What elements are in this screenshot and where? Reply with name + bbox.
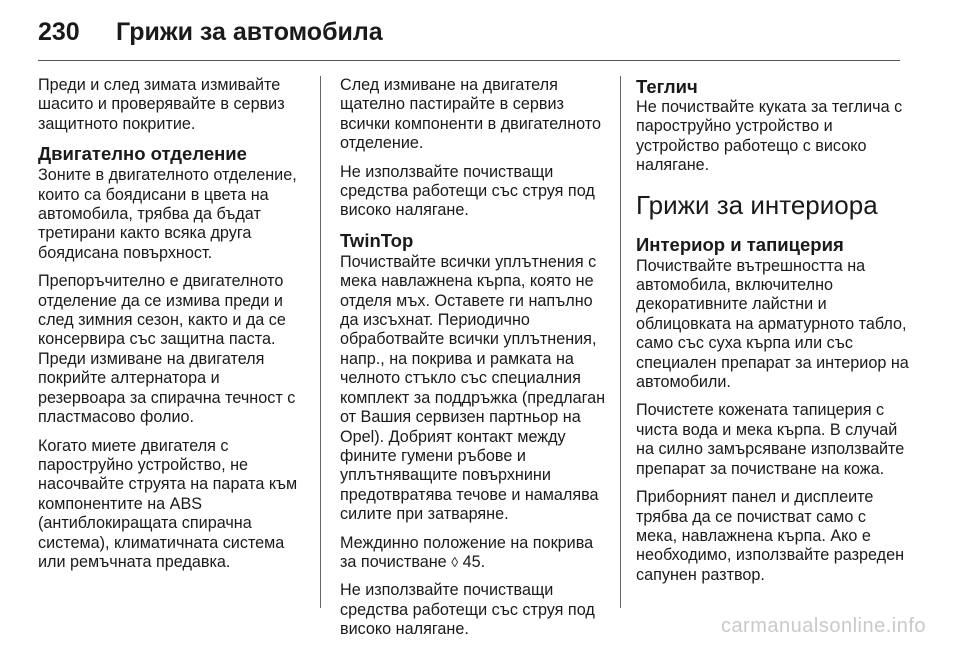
upholstery-paragraph-2: Почистете кожената тапицерия с чиста вода и мека кърпа. В случай на силно замърсяване използвайте препарат за почистване на кожа. bbox=[636, 401, 905, 478]
column-divider-1 bbox=[320, 76, 321, 608]
engine-paragraph-2: Препоръчително е двигателното отделение да се измива преди и след зимния сезон, както и да се консервира със защитна паста. Преди измиване на двигателя покрийте алтернатора и резервоара за спирачна течност с пластмасово фолио. bbox=[38, 272, 296, 427]
upholstery-paragraph-1: Почиствайте вътрешността на автомобила, включително декоративните лайстни и облицовката на арматурното табло, само със суха кърпа или със специален препарат за интериор на автомобили. bbox=[636, 256, 909, 392]
section-heading-twintop: TwinTop bbox=[340, 229, 414, 251]
twintop-paragraph-3: Не използвайте почистващи средства работещи със струя под високо налягане. bbox=[340, 581, 595, 639]
engine-paragraph-5: Не използвайте почистващи средства работещи със струя под високо налягане. bbox=[340, 162, 595, 220]
column-left bbox=[38, 76, 310, 581]
section-heading-interior-care: Грижи за интериора bbox=[636, 189, 878, 220]
intro-paragraph: Преди и след зимата измивайте шасито и проверявайте в сервиз защитното покритие. bbox=[38, 76, 285, 133]
section-heading-hitch: Теглич bbox=[636, 76, 698, 97]
watermark: carmanualsonline.info bbox=[720, 615, 926, 637]
engine-paragraph-1: Зоните в двигателното отделение, които са боядисани в цвета на автомобила, трябва да бъдат третирани както всяка друга боядисана повърхност. bbox=[38, 166, 297, 262]
upholstery-paragraph-3: Приборният панел и дисплеите трябва да се почистват само с мека, навлажнена кърпа. Ако е необходимо, използвайте разреден сапунен разтвор. bbox=[636, 488, 905, 584]
engine-paragraph-3: Когато миете двигателя с пароструйно устройство, не насочвайте струята на парата към компонентите на ABS (антиблокиращата спирачна система), климатичната система или ремъчната предавка. bbox=[38, 436, 298, 571]
column-middle bbox=[340, 76, 610, 649]
page-header bbox=[38, 18, 383, 47]
twintop-ref-text: Междинно положение на покрива за почистване bbox=[340, 533, 594, 571]
page-number: 230 bbox=[38, 18, 80, 46]
page-reference-link[interactable]: 45. bbox=[462, 552, 486, 571]
hitch-paragraph: Не почиствайте куката за теглича с пароструйно устройство и устройство работещо с високо налягане. bbox=[636, 98, 903, 175]
page-title: Грижи за автомобила bbox=[116, 18, 383, 46]
column-divider-2 bbox=[620, 76, 621, 608]
twintop-paragraph-2 bbox=[340, 534, 610, 573]
header-divider bbox=[38, 60, 900, 61]
section-heading-upholstery: Интериор и тапицерия bbox=[636, 233, 844, 255]
section-heading-engine: Двигателно отделение bbox=[38, 143, 247, 165]
page-reference-icon: ◊ bbox=[451, 553, 459, 570]
twintop-paragraph-1: Почиствайте всички уплътнения с мека навлажнена кърпа, която не отделя мъх. Оставете ги напълно да изсъхнат. Периодично обработвайте всички уплътнения, напр., на покрива и рамката на челното стъкло със специалния комплект за поддръжка (предлаган от Вашия сервизен партньор на Opel). Добрият контакт между фините гумени ръбове и уплътняващите повърхнини предотвратява течове и намалява силите при затваряне. bbox=[340, 252, 606, 524]
engine-paragraph-4: След измиване на двигателя щателно пастирайте в сервиз всички компоненти в двигателното отделение. bbox=[340, 76, 601, 153]
column-right bbox=[636, 76, 910, 594]
